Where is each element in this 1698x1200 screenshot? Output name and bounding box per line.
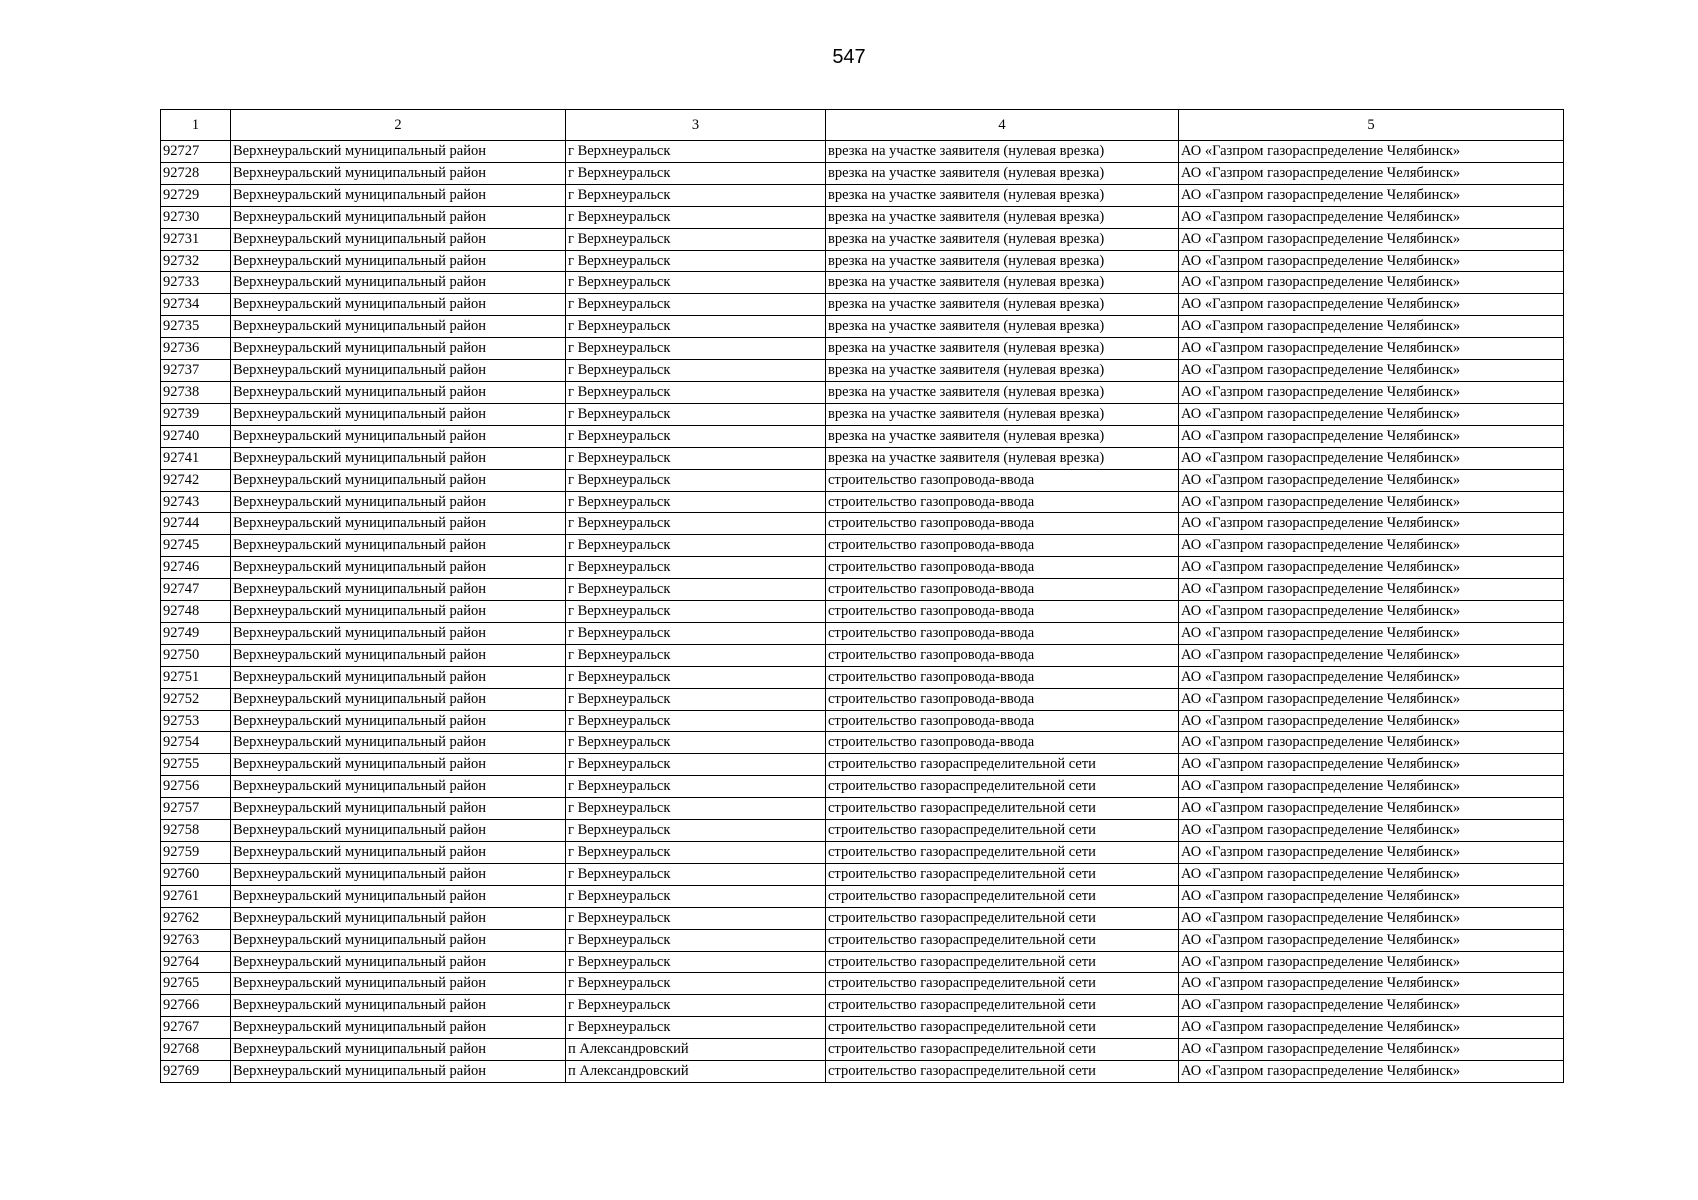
cell-organization: АО «Газпром газораспределение Челябинск» — [1179, 798, 1564, 820]
cell-organization: АО «Газпром газораспределение Челябинск» — [1179, 666, 1564, 688]
cell-district: Верхнеуральский муниципальный район — [231, 929, 566, 951]
header-row — [161, 110, 1564, 141]
cell-locality: г Верхнеуральск — [566, 162, 826, 184]
cell-district: Верхнеуральский муниципальный район — [231, 294, 566, 316]
cell-locality: г Верхнеуральск — [566, 447, 826, 469]
table-row — [161, 710, 1564, 732]
cell-locality: г Верхнеуральск — [566, 360, 826, 382]
cell-number: 92734 — [161, 294, 231, 316]
cell-organization: АО «Газпром газораспределение Челябинск» — [1179, 863, 1564, 885]
cell-organization: АО «Газпром газораспределение Челябинск» — [1179, 162, 1564, 184]
cell-district: Верхнеуральский муниципальный район — [231, 710, 566, 732]
cell-organization: АО «Газпром газораспределение Челябинск» — [1179, 141, 1564, 163]
cell-locality: г Верхнеуральск — [566, 338, 826, 360]
cell-locality: г Верхнеуральск — [566, 666, 826, 688]
table-row — [161, 228, 1564, 250]
cell-number: 92745 — [161, 535, 231, 557]
cell-locality: г Верхнеуральск — [566, 141, 826, 163]
cell-organization: АО «Газпром газораспределение Челябинск» — [1179, 601, 1564, 623]
cell-organization: АО «Газпром газораспределение Челябинск» — [1179, 338, 1564, 360]
cell-locality: г Верхнеуральск — [566, 403, 826, 425]
cell-district: Верхнеуральский муниципальный район — [231, 688, 566, 710]
table-row — [161, 820, 1564, 842]
cell-locality: п Александровский — [566, 1039, 826, 1061]
cell-locality: г Верхнеуральск — [566, 863, 826, 885]
cell-work-type: врезка на участке заявителя (нулевая врезка) — [826, 184, 1179, 206]
cell-number: 92758 — [161, 820, 231, 842]
cell-organization: АО «Газпром газораспределение Челябинск» — [1179, 469, 1564, 491]
cell-number: 92727 — [161, 141, 231, 163]
cell-locality: г Верхнеуральск — [566, 579, 826, 601]
table-row — [161, 250, 1564, 272]
cell-organization: АО «Газпром газораспределение Челябинск» — [1179, 1017, 1564, 1039]
cell-district: Верхнеуральский муниципальный район — [231, 907, 566, 929]
cell-locality: г Верхнеуральск — [566, 973, 826, 995]
table-row — [161, 162, 1564, 184]
cell-district: Верхнеуральский муниципальный район — [231, 995, 566, 1017]
cell-number: 92763 — [161, 929, 231, 951]
cell-work-type: строительство газопровода-ввода — [826, 535, 1179, 557]
cell-organization: АО «Газпром газораспределение Челябинск» — [1179, 360, 1564, 382]
cell-district: Верхнеуральский муниципальный район — [231, 447, 566, 469]
cell-number: 92767 — [161, 1017, 231, 1039]
table-row — [161, 513, 1564, 535]
cell-number: 92733 — [161, 272, 231, 294]
table-row — [161, 360, 1564, 382]
cell-district: Верхнеуральский муниципальный район — [231, 535, 566, 557]
table-row — [161, 294, 1564, 316]
cell-work-type: строительство газораспределительной сети — [826, 1039, 1179, 1061]
column-header-2: 2 — [231, 110, 566, 141]
cell-work-type: строительство газораспределительной сети — [826, 863, 1179, 885]
registry-table — [160, 109, 1564, 1083]
cell-work-type: строительство газопровода-ввода — [826, 666, 1179, 688]
cell-district: Верхнеуральский муниципальный район — [231, 863, 566, 885]
cell-locality: г Верхнеуральск — [566, 601, 826, 623]
cell-district: Верхнеуральский муниципальный район — [231, 491, 566, 513]
cell-locality: г Верхнеуральск — [566, 294, 826, 316]
cell-work-type: врезка на участке заявителя (нулевая врезка) — [826, 425, 1179, 447]
cell-district: Верхнеуральский муниципальный район — [231, 973, 566, 995]
cell-organization: АО «Газпром газораспределение Челябинск» — [1179, 557, 1564, 579]
table-row — [161, 557, 1564, 579]
table-row — [161, 184, 1564, 206]
cell-number: 92768 — [161, 1039, 231, 1061]
cell-work-type: врезка на участке заявителя (нулевая врезка) — [826, 360, 1179, 382]
cell-work-type: строительство газораспределительной сети — [826, 1061, 1179, 1083]
cell-organization: АО «Газпром газораспределение Челябинск» — [1179, 929, 1564, 951]
cell-organization: АО «Газпром газораспределение Челябинск» — [1179, 294, 1564, 316]
cell-organization: АО «Газпром газораспределение Челябинск» — [1179, 425, 1564, 447]
cell-work-type: врезка на участке заявителя (нулевая врезка) — [826, 228, 1179, 250]
cell-district: Верхнеуральский муниципальный район — [231, 732, 566, 754]
cell-district: Верхнеуральский муниципальный район — [231, 403, 566, 425]
cell-locality: г Верхнеуральск — [566, 535, 826, 557]
cell-number: 92731 — [161, 228, 231, 250]
cell-work-type: строительство газопровода-ввода — [826, 622, 1179, 644]
cell-number: 92735 — [161, 316, 231, 338]
cell-work-type: строительство газораспределительной сети — [826, 1017, 1179, 1039]
table-row — [161, 973, 1564, 995]
table-row — [161, 644, 1564, 666]
cell-work-type: строительство газораспределительной сети — [826, 820, 1179, 842]
column-header-5: 5 — [1179, 110, 1564, 141]
cell-work-type: строительство газопровода-ввода — [826, 688, 1179, 710]
table-row — [161, 951, 1564, 973]
cell-organization: АО «Газпром газораспределение Челябинск» — [1179, 644, 1564, 666]
cell-number: 92741 — [161, 447, 231, 469]
cell-district: Верхнеуральский муниципальный район — [231, 206, 566, 228]
table-row — [161, 863, 1564, 885]
cell-district: Верхнеуральский муниципальный район — [231, 381, 566, 403]
cell-locality: г Верхнеуральск — [566, 206, 826, 228]
cell-locality: г Верхнеуральск — [566, 842, 826, 864]
table-row — [161, 885, 1564, 907]
cell-district: Верхнеуральский муниципальный район — [231, 141, 566, 163]
table-row — [161, 666, 1564, 688]
table-row — [161, 995, 1564, 1017]
cell-organization: АО «Газпром газораспределение Челябинск» — [1179, 688, 1564, 710]
cell-number: 92738 — [161, 381, 231, 403]
table-row — [161, 425, 1564, 447]
cell-work-type: строительство газопровода-ввода — [826, 491, 1179, 513]
cell-locality: г Верхнеуральск — [566, 644, 826, 666]
cell-district: Верхнеуральский муниципальный район — [231, 820, 566, 842]
cell-number: 92765 — [161, 973, 231, 995]
cell-number: 92749 — [161, 622, 231, 644]
table-row — [161, 338, 1564, 360]
cell-organization: АО «Газпром газораспределение Челябинск» — [1179, 316, 1564, 338]
cell-work-type: врезка на участке заявителя (нулевая врезка) — [826, 272, 1179, 294]
table-row — [161, 1061, 1564, 1083]
cell-locality: г Верхнеуральск — [566, 754, 826, 776]
column-header-4: 4 — [826, 110, 1179, 141]
cell-organization: АО «Газпром газораспределение Челябинск» — [1179, 776, 1564, 798]
cell-district: Верхнеуральский муниципальный район — [231, 1061, 566, 1083]
cell-work-type: строительство газораспределительной сети — [826, 776, 1179, 798]
cell-work-type: строительство газопровода-ввода — [826, 710, 1179, 732]
cell-organization: АО «Газпром газораспределение Челябинск» — [1179, 206, 1564, 228]
cell-district: Верхнеуральский муниципальный район — [231, 338, 566, 360]
cell-organization: АО «Газпром газораспределение Челябинск» — [1179, 885, 1564, 907]
cell-organization: АО «Газпром газораспределение Челябинск» — [1179, 907, 1564, 929]
cell-number: 92750 — [161, 644, 231, 666]
cell-number: 92755 — [161, 754, 231, 776]
cell-work-type: строительство газораспределительной сети — [826, 995, 1179, 1017]
cell-organization: АО «Газпром газораспределение Челябинск» — [1179, 579, 1564, 601]
table-row — [161, 776, 1564, 798]
cell-organization: АО «Газпром газораспределение Челябинск» — [1179, 951, 1564, 973]
cell-district: Верхнеуральский муниципальный район — [231, 228, 566, 250]
table-row — [161, 469, 1564, 491]
cell-work-type: врезка на участке заявителя (нулевая врезка) — [826, 250, 1179, 272]
cell-locality: г Верхнеуральск — [566, 469, 826, 491]
cell-organization: АО «Газпром газораспределение Челябинск» — [1179, 732, 1564, 754]
cell-work-type: строительство газопровода-ввода — [826, 513, 1179, 535]
cell-locality: г Верхнеуральск — [566, 272, 826, 294]
cell-work-type: строительство газораспределительной сети — [826, 798, 1179, 820]
table-row — [161, 1017, 1564, 1039]
cell-number: 92743 — [161, 491, 231, 513]
cell-number: 92737 — [161, 360, 231, 382]
table-row — [161, 535, 1564, 557]
cell-organization: АО «Газпром газораспределение Челябинск» — [1179, 491, 1564, 513]
column-header-1: 1 — [161, 110, 231, 141]
cell-locality: г Верхнеуральск — [566, 184, 826, 206]
cell-work-type: врезка на участке заявителя (нулевая врезка) — [826, 162, 1179, 184]
cell-work-type: врезка на участке заявителя (нулевая врезка) — [826, 141, 1179, 163]
cell-work-type: строительство газопровода-ввода — [826, 469, 1179, 491]
cell-locality: г Верхнеуральск — [566, 513, 826, 535]
cell-district: Верхнеуральский муниципальный район — [231, 798, 566, 820]
table-body — [161, 141, 1564, 1083]
cell-number: 92739 — [161, 403, 231, 425]
table-row — [161, 1039, 1564, 1061]
cell-district: Верхнеуральский муниципальный район — [231, 316, 566, 338]
cell-organization: АО «Газпром газораспределение Челябинск» — [1179, 973, 1564, 995]
cell-organization: АО «Газпром газораспределение Челябинск» — [1179, 1061, 1564, 1083]
cell-district: Верхнеуральский муниципальный район — [231, 951, 566, 973]
cell-number: 92756 — [161, 776, 231, 798]
cell-locality: г Верхнеуральск — [566, 381, 826, 403]
cell-district: Верхнеуральский муниципальный район — [231, 842, 566, 864]
cell-work-type: строительство газораспределительной сети — [826, 929, 1179, 951]
table-row — [161, 272, 1564, 294]
cell-district: Верхнеуральский муниципальный район — [231, 666, 566, 688]
cell-number: 92753 — [161, 710, 231, 732]
cell-work-type: строительство газопровода-ввода — [826, 557, 1179, 579]
cell-organization: АО «Газпром газораспределение Челябинск» — [1179, 754, 1564, 776]
cell-district: Верхнеуральский муниципальный район — [231, 622, 566, 644]
table-row — [161, 141, 1564, 163]
cell-locality: г Верхнеуральск — [566, 951, 826, 973]
cell-organization: АО «Газпром газораспределение Челябинск» — [1179, 995, 1564, 1017]
table-row — [161, 798, 1564, 820]
table-row — [161, 929, 1564, 951]
cell-work-type: врезка на участке заявителя (нулевая врезка) — [826, 206, 1179, 228]
cell-district: Верхнеуральский муниципальный район — [231, 776, 566, 798]
cell-work-type: строительство газопровода-ввода — [826, 601, 1179, 623]
table-row — [161, 732, 1564, 754]
cell-work-type: строительство газопровода-ввода — [826, 644, 1179, 666]
cell-locality: г Верхнеуральск — [566, 491, 826, 513]
cell-district: Верхнеуральский муниципальный район — [231, 250, 566, 272]
cell-number: 92746 — [161, 557, 231, 579]
cell-locality: г Верхнеуральск — [566, 995, 826, 1017]
cell-number: 92742 — [161, 469, 231, 491]
cell-locality: г Верхнеуральск — [566, 820, 826, 842]
cell-district: Верхнеуральский муниципальный район — [231, 272, 566, 294]
cell-organization: АО «Газпром газораспределение Челябинск» — [1179, 403, 1564, 425]
table-row — [161, 316, 1564, 338]
table-row — [161, 907, 1564, 929]
cell-number: 92757 — [161, 798, 231, 820]
column-header-3: 3 — [566, 110, 826, 141]
cell-district: Верхнеуральский муниципальный район — [231, 162, 566, 184]
cell-district: Верхнеуральский муниципальный район — [231, 557, 566, 579]
cell-number: 92730 — [161, 206, 231, 228]
cell-number: 92747 — [161, 579, 231, 601]
cell-number: 92759 — [161, 842, 231, 864]
cell-district: Верхнеуральский муниципальный район — [231, 425, 566, 447]
cell-organization: АО «Газпром газораспределение Челябинск» — [1179, 381, 1564, 403]
cell-work-type: врезка на участке заявителя (нулевая врезка) — [826, 381, 1179, 403]
cell-locality: г Верхнеуральск — [566, 929, 826, 951]
cell-number: 92761 — [161, 885, 231, 907]
cell-locality: г Верхнеуральск — [566, 622, 826, 644]
cell-district: Верхнеуральский муниципальный район — [231, 601, 566, 623]
cell-organization: АО «Газпром газораспределение Челябинск» — [1179, 447, 1564, 469]
cell-organization: АО «Газпром газораспределение Челябинск» — [1179, 622, 1564, 644]
cell-number: 92751 — [161, 666, 231, 688]
cell-organization: АО «Газпром газораспределение Челябинск» — [1179, 250, 1564, 272]
cell-locality: г Верхнеуральск — [566, 316, 826, 338]
cell-locality: г Верхнеуральск — [566, 798, 826, 820]
cell-number: 92766 — [161, 995, 231, 1017]
cell-district: Верхнеуральский муниципальный район — [231, 754, 566, 776]
cell-work-type: врезка на участке заявителя (нулевая врезка) — [826, 338, 1179, 360]
cell-locality: г Верхнеуральск — [566, 425, 826, 447]
cell-locality: г Верхнеуральск — [566, 228, 826, 250]
cell-organization: АО «Газпром газораспределение Челябинск» — [1179, 513, 1564, 535]
cell-work-type: строительство газораспределительной сети — [826, 973, 1179, 995]
cell-organization: АО «Газпром газораспределение Челябинск» — [1179, 842, 1564, 864]
table-row — [161, 754, 1564, 776]
cell-locality: г Верхнеуральск — [566, 557, 826, 579]
cell-district: Верхнеуральский муниципальный район — [231, 469, 566, 491]
cell-locality: г Верхнеуральск — [566, 688, 826, 710]
cell-district: Верхнеуральский муниципальный район — [231, 1039, 566, 1061]
table-row — [161, 403, 1564, 425]
table-row — [161, 842, 1564, 864]
cell-locality: г Верхнеуральск — [566, 776, 826, 798]
page-number: 547 — [832, 46, 866, 68]
cell-locality: г Верхнеуральск — [566, 1017, 826, 1039]
cell-district: Верхнеуральский муниципальный район — [231, 644, 566, 666]
cell-organization: АО «Газпром газораспределение Челябинск» — [1179, 184, 1564, 206]
cell-work-type: врезка на участке заявителя (нулевая врезка) — [826, 403, 1179, 425]
cell-organization: АО «Газпром газораспределение Челябинск» — [1179, 272, 1564, 294]
cell-number: 92762 — [161, 907, 231, 929]
cell-work-type: строительство газопровода-ввода — [826, 732, 1179, 754]
cell-number: 92748 — [161, 601, 231, 623]
cell-work-type: строительство газораспределительной сети — [826, 907, 1179, 929]
table-row — [161, 491, 1564, 513]
cell-number: 92736 — [161, 338, 231, 360]
cell-work-type: строительство газораспределительной сети — [826, 754, 1179, 776]
cell-work-type: врезка на участке заявителя (нулевая врезка) — [826, 294, 1179, 316]
table-row — [161, 579, 1564, 601]
cell-district: Верхнеуральский муниципальный район — [231, 360, 566, 382]
cell-number: 92744 — [161, 513, 231, 535]
table-row — [161, 688, 1564, 710]
table-header — [161, 110, 1564, 141]
cell-organization: АО «Газпром газораспределение Челябинск» — [1179, 1039, 1564, 1061]
cell-organization: АО «Газпром газораспределение Челябинск» — [1179, 535, 1564, 557]
cell-number: 92752 — [161, 688, 231, 710]
cell-organization: АО «Газпром газораспределение Челябинск» — [1179, 710, 1564, 732]
cell-number: 92769 — [161, 1061, 231, 1083]
cell-district: Верхнеуральский муниципальный район — [231, 184, 566, 206]
cell-organization: АО «Газпром газораспределение Челябинск» — [1179, 820, 1564, 842]
cell-locality: г Верхнеуральск — [566, 250, 826, 272]
cell-work-type: строительство газораспределительной сети — [826, 842, 1179, 864]
cell-work-type: строительство газопровода-ввода — [826, 579, 1179, 601]
table-row — [161, 381, 1564, 403]
table-row — [161, 447, 1564, 469]
cell-locality: г Верхнеуральск — [566, 907, 826, 929]
cell-locality: г Верхнеуральск — [566, 885, 826, 907]
cell-work-type: врезка на участке заявителя (нулевая врезка) — [826, 447, 1179, 469]
cell-number: 92764 — [161, 951, 231, 973]
cell-number: 92732 — [161, 250, 231, 272]
cell-district: Верхнеуральский муниципальный район — [231, 513, 566, 535]
table-row — [161, 601, 1564, 623]
cell-number: 92728 — [161, 162, 231, 184]
table-row — [161, 206, 1564, 228]
cell-work-type: врезка на участке заявителя (нулевая врезка) — [826, 316, 1179, 338]
cell-organization: АО «Газпром газораспределение Челябинск» — [1179, 228, 1564, 250]
cell-district: Верхнеуральский муниципальный район — [231, 1017, 566, 1039]
cell-district: Верхнеуральский муниципальный район — [231, 885, 566, 907]
cell-number: 92760 — [161, 863, 231, 885]
cell-locality: г Верхнеуральск — [566, 710, 826, 732]
cell-locality: п Александровский — [566, 1061, 826, 1083]
cell-number: 92754 — [161, 732, 231, 754]
cell-work-type: строительство газораспределительной сети — [826, 885, 1179, 907]
cell-number: 92740 — [161, 425, 231, 447]
table-row — [161, 622, 1564, 644]
cell-work-type: строительство газораспределительной сети — [826, 951, 1179, 973]
cell-district: Верхнеуральский муниципальный район — [231, 579, 566, 601]
cell-number: 92729 — [161, 184, 231, 206]
cell-locality: г Верхнеуральск — [566, 732, 826, 754]
